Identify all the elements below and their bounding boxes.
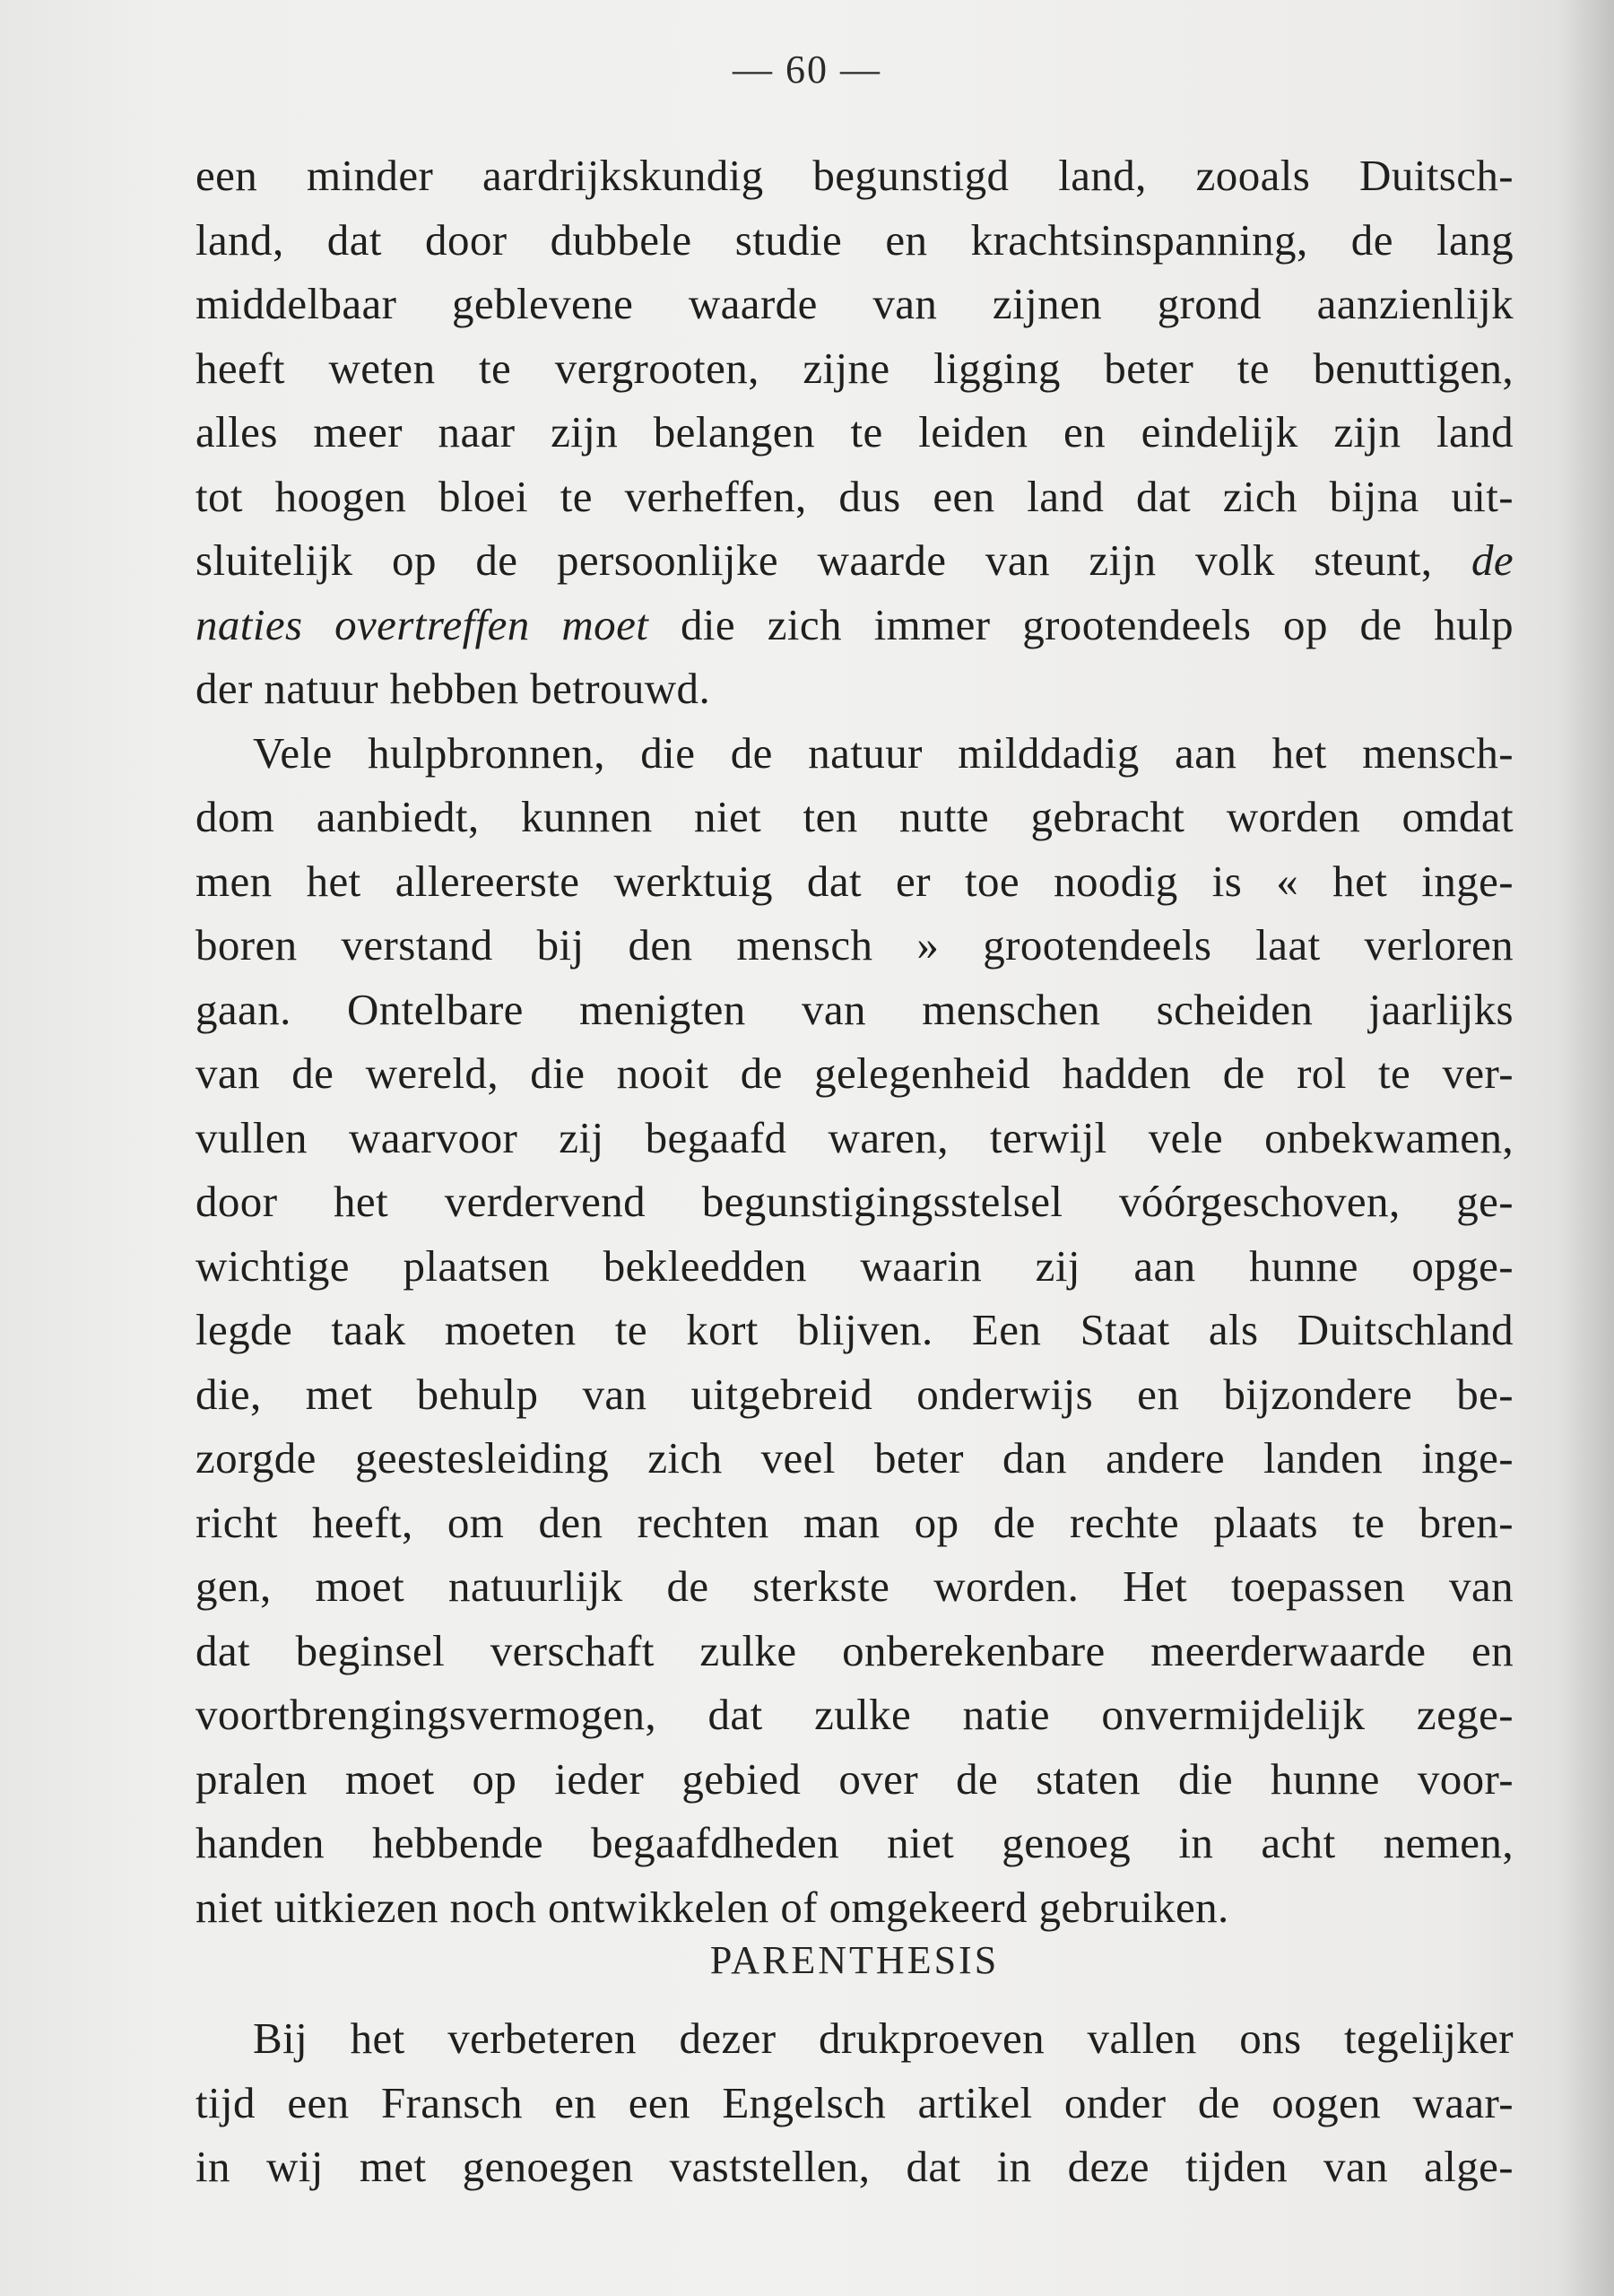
text-line: zorgde geestesleiding zich veel beter dan andere landen inge- xyxy=(195,1433,1514,1483)
text-line: pralen moet op ieder gebied over de staten die hunne voor- xyxy=(195,1753,1514,1804)
text-line: dat beginsel verschaft zulke onberekenbare meerderwaarde en xyxy=(195,1625,1514,1675)
text-line: die, met behulp van uitgebreid onderwijs en bijzondere be- xyxy=(195,1369,1514,1419)
text-line: niet uitkiezen noch ontwikkelen of omgekeerd gebruiken. xyxy=(195,1882,1229,1932)
section-paragraph xyxy=(195,2006,1514,2199)
text-line: voortbrengingsvermogen, dat zulke natie onvermijdelijk zege- xyxy=(195,1690,1514,1739)
text-line: boren verstand bij den mensch » grootendeels laat verloren xyxy=(195,920,1514,970)
text-line: vullen waarvoor zij begaafd waren, terwijl vele onbekwamen, xyxy=(195,1112,1514,1162)
text-line: middelbaar geblevene waarde van zijnen grond aanzienlijk xyxy=(195,279,1514,328)
emphasis-text: de xyxy=(1471,535,1514,585)
text-line: in wij met genoegen vaststellen, dat in deze tijden van alge- xyxy=(195,2142,1514,2191)
section-heading: PARENTHESIS xyxy=(709,1938,1000,1982)
paragraph-2 xyxy=(195,721,1514,1940)
page-edge-shadow xyxy=(1560,0,1614,2296)
text-line xyxy=(195,593,1514,657)
text-line: land, dat door dubbele studie en krachtsinspanning, de lang xyxy=(195,214,1514,265)
text-line: gaan. Ontelbare menigten van menschen scheiden jaarlijks xyxy=(195,984,1514,1034)
parenthesis-section xyxy=(195,1937,1514,2199)
text-line: van de wereld, die nooit de gelegenheid hadden de rol te ver- xyxy=(195,1048,1514,1098)
text-line: dom aanbiedt, kunnen niet ten nutte gebracht worden omdat xyxy=(195,792,1514,841)
text-line: heeft weten te vergrooten, zijne ligging beter te benuttigen, xyxy=(195,343,1514,393)
text-line-part: die zich immer grootendeels op de hulp xyxy=(680,599,1514,649)
text-line: richt heeft, om den rechten man op de rechte plaats te bren- xyxy=(195,1497,1514,1547)
text-line: handen hebbende begaafdheden niet genoeg in acht nemen, xyxy=(195,1818,1514,1867)
text-line: men het allereerste werktuig dat er toe noodig is « het inge- xyxy=(195,856,1514,906)
text-line: tijd een Fransch en een Engelsch artikel onder de oogen waar- xyxy=(195,2077,1514,2127)
text-line-part: sluitelijk op de persoonlijke waarde van zijn volk steunt, xyxy=(195,535,1433,585)
emphasis-text: naties overtreffen moet xyxy=(195,599,649,649)
text-line: gen, moet natuurlijk de sterkste worden. Het toepassen van xyxy=(195,1561,1514,1611)
text-line: legde taak moeten te kort blijven. Een Staat als Duitschland xyxy=(195,1305,1514,1354)
text-line: een minder aardrijkskundig begunstigd land, zooals Duitsch- xyxy=(195,151,1514,200)
text-line: tot hoogen bloei te verheffen, dus een land dat zich bijna uit- xyxy=(195,471,1514,521)
text-line: Bij het verbeteren dezer drukproeven vallen ons tegelijker xyxy=(253,2013,1514,2063)
text-line: door het verdervend begunstigingsstelsel vóórgeschoven, ge- xyxy=(195,1177,1514,1226)
text-line: der natuur hebben betrouwd. xyxy=(195,664,711,713)
text-line: wichtige plaatsen bekleedden waarin zij aan hunne opge- xyxy=(195,1240,1514,1291)
body-text xyxy=(195,144,1514,1939)
paragraph-1 xyxy=(195,144,1514,721)
text-line: alles meer naar zijn belangen te leiden en eindelijk zijn land xyxy=(195,407,1514,457)
text-line xyxy=(195,528,1514,593)
text-line: Vele hulpbronnen, die de natuur milddadig aan het mensch- xyxy=(253,727,1514,778)
page-number: — 60 — xyxy=(733,48,881,91)
